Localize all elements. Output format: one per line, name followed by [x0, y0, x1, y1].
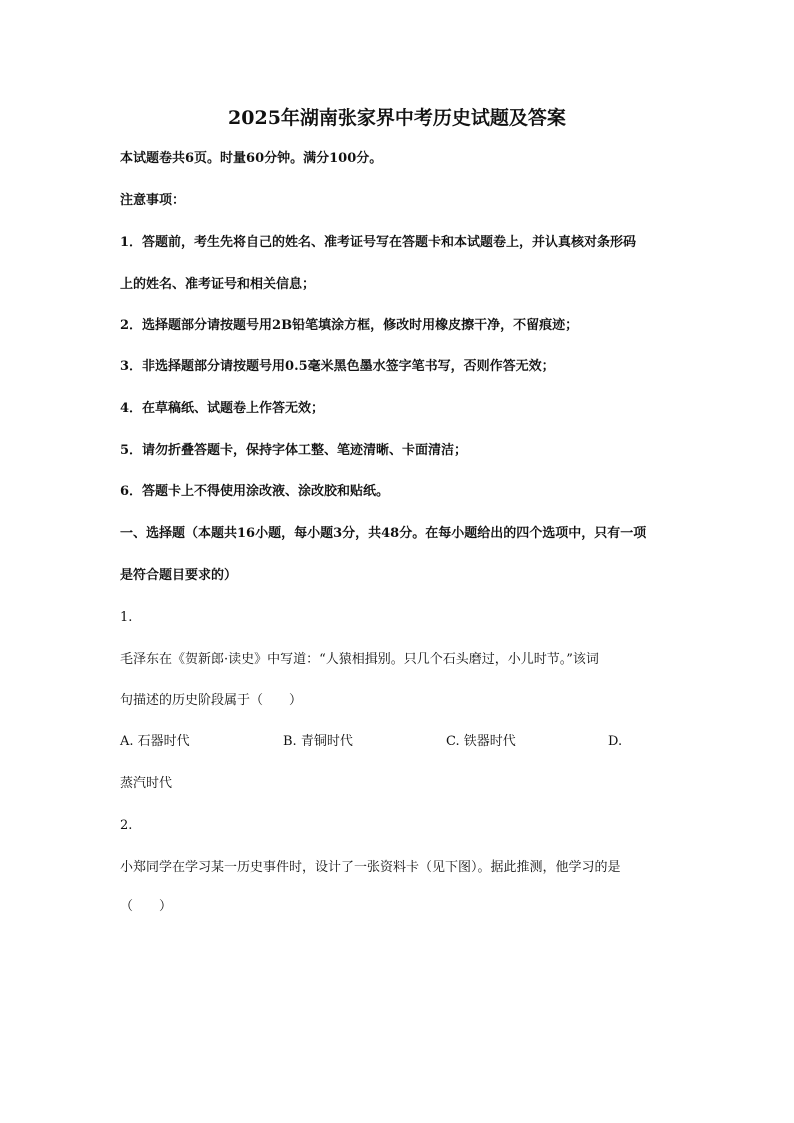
question-1-option-d-text: 蒸汽时代	[120, 776, 173, 791]
question-1-option-b: B. 青铜时代	[283, 734, 353, 749]
note-line: 6．答题卡上不得使用涂改液、涂改胶和贴纸。	[120, 484, 390, 499]
section-heading: 一、选择题（本题共16小题，每小题3分，共48分。在每小题给出的四个选项中，只有一项	[120, 526, 647, 541]
question-1-option-a: A. 石器时代	[120, 734, 190, 749]
note-line: 4．在草稿纸、试题卷上作答无效；	[120, 401, 325, 416]
note-line: 5．请勿折叠答题卡，保持字体工整、笔迹清晰、卡面清洁；	[120, 443, 468, 458]
question-1-option-d: D.	[608, 734, 623, 749]
question-2-stem-cont: （ ）	[120, 899, 173, 914]
note-line: 1．答题前，考生先将自己的姓名、准考证号写在答题卡和本试题卷上，并认真核对条形码	[120, 235, 637, 250]
question-1-option-c: C. 铁器时代	[446, 734, 516, 749]
note-line: 3．非选择题部分请按题号用0.5毫米黑色墨水签字笔书写，否则作答无效；	[120, 359, 555, 374]
section-heading-cont: 是符合题目要求的）	[120, 568, 238, 583]
question-2-stem: 小郑同学在学习某一历史事件时，设计了一张资料卡（见下图）。据此推测，他学习的是	[120, 860, 621, 875]
note-line: 2．选择题部分请按题号用2B铅笔填涂方框，修改时用橡皮擦干净，不留痕迹；	[120, 318, 579, 333]
question-1-stem: 毛泽东在《贺新郎·读史》中写道：“人猿相揖别。只几个石头磨过，小儿时节。”该词	[120, 652, 599, 667]
exam-intro: 本试题卷共6页。时量60分钟。满分100分。	[120, 151, 383, 166]
question-2-number: 2.	[120, 818, 133, 833]
page-title: 2025年湖南张家界中考历史试题及答案	[228, 107, 566, 129]
question-1-stem-cont: 句描述的历史阶段属于（ ）	[120, 693, 303, 708]
question-1-number: 1.	[120, 610, 133, 625]
notes-heading: 注意事项：	[120, 193, 186, 208]
note-line: 上的姓名、准考证号和相关信息；	[120, 277, 316, 292]
